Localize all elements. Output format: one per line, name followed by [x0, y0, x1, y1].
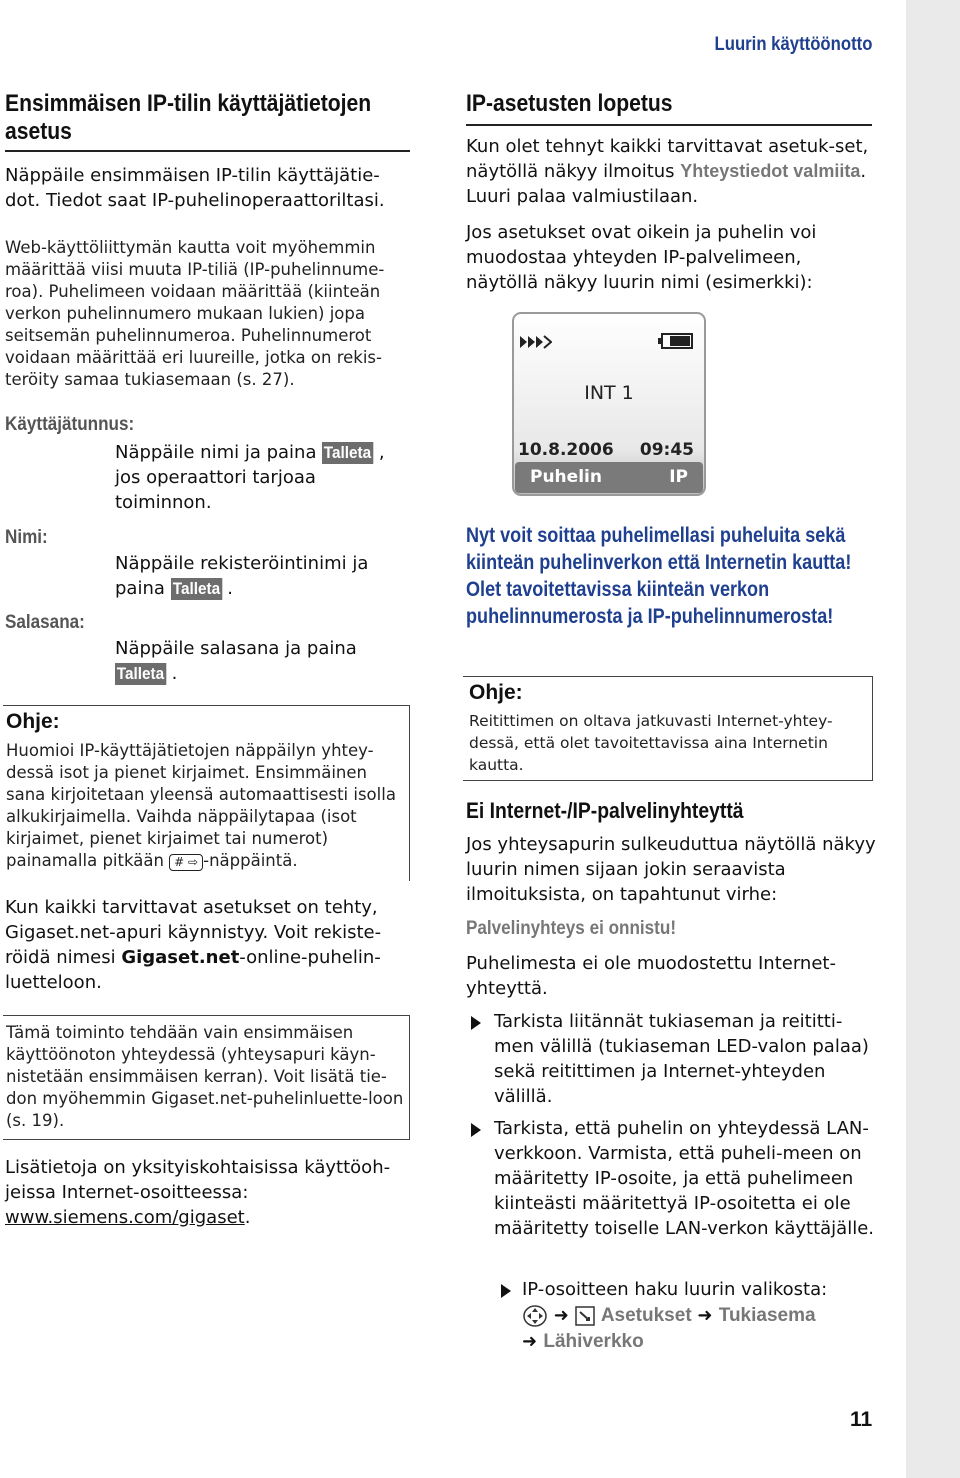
menu-item-settings: Asetukset	[600, 1305, 692, 1326]
info-paragraph: Web-käyttöliittymän kautta voit myöhemmin määrittää viisi muuta IP-tiliä (IP-puhelinnume-roa). Puhelimeen voidaan määrittää (kiinteän verkon puhelinnumero mukaan lukien) jopa seitsemän puhelinnumeroa. Puhelinnumerot voidaan määrittää eri luureille, jotka on rekis-teröity samaa tukiasemaan (s. 27).	[5, 238, 385, 389]
arrow-right-icon: ➜	[553, 1305, 576, 1326]
info-box-body: Tämä toiminto tehdään vain ensimmäisen käyttöönoton yhteydessä (yhteysapuri käyn-nistetään ensimmäisen kerran). Voit lisätä tie-don myöhemmin Gigaset.net-puhelinluette-loon (s. 19).	[6, 1023, 404, 1130]
menu-item-lan: Lähiverkko	[543, 1331, 644, 1352]
display-message: Yhteystiedot valmiita	[680, 161, 861, 181]
arrow-right-icon: ➜	[697, 1305, 719, 1326]
note-box-right	[463, 676, 873, 781]
field-label-password: Salasana:	[5, 612, 85, 633]
section-rule	[466, 124, 872, 126]
checklist-item: Tarkista liitännät tukiaseman ja reititti-men välillä (tukiaseman LED-valon palaa) sekä reitittimen ja Internet-yhteyden välillä.	[494, 1011, 869, 1107]
talleta-key: Talleta	[172, 579, 220, 598]
field-desc-username: Näppäile nimi ja paina Talleta , jos operaattori tarjoaa toiminnon.	[115, 442, 385, 513]
page-number: 11	[850, 1408, 873, 1431]
handset-name: INT 1	[584, 382, 634, 404]
note-body: Reitittimen on oltava jatkuvasti Internet-yhtey-dessä, että olet tavoitettavissa aina Internetin kautta.	[469, 712, 833, 774]
error-display-message: Palvelinyhteys ei onnistu!	[466, 918, 677, 939]
note-title: Ohje:	[6, 710, 60, 733]
talleta-key: Talleta	[116, 664, 165, 683]
menu-path	[522, 1303, 882, 1355]
siemens-link[interactable]: www.siemens.com/gigaset	[5, 1207, 245, 1228]
info-box-left	[3, 1015, 410, 1140]
battery-icon	[658, 332, 694, 350]
sub-checklist-item: IP-osoitteen haku luurin valikosta:	[522, 1279, 828, 1300]
note-title: Ohje:	[469, 681, 523, 704]
page-margin-strip	[906, 0, 960, 1478]
talleta-key: Talleta	[324, 443, 372, 462]
checklist-item: Tarkista, että puhelin on yhteydessä LAN-verkkoon. Varmista, että puheli-meen on määritetty IP-osoite, ja että puhelimeen kiinteästi määritettyä IP-osoitetta ei ole määritetty toiselle LAN-verkon käyttäjälle.	[494, 1118, 874, 1239]
success-condition-paragraph: Jos asetukset ovat oikein ja puhelin voi muodostaa yhteyden IP-palvelimeen, näytöllä näkyy luurin nimi (esimerkki):	[466, 222, 817, 293]
section-title-ip-account: Ensimmäisen IP-tilin käyttäjätietojen asetus	[5, 90, 372, 145]
note-body: Huomioi IP-käyttäjätietojen näppäilyn yhtey-dessä isot ja pienet kirjaimet. Ensimmäinen sana kirjoitetaan yleensä automaattisesti isolla alkukirjaimella. Vaihda näppäilytapaa (isot kirjaimet, pienet kirjaimet tai numerot) painamalla pitkään # ⇨ -näppäintä.	[6, 741, 396, 870]
menu-item-base: Tukiasema	[718, 1305, 816, 1326]
bullet-arrow-icon	[470, 1122, 482, 1138]
arrow-right-icon: ➜	[522, 1331, 544, 1352]
softkey-right[interactable]: IP	[669, 467, 688, 487]
running-header: Luurin käyttöönotto	[714, 34, 872, 55]
error-intro-paragraph: Jos yhteysapurin sulkeuduttua näytöllä näkyy luurin nimen sijaan jokin seraavista ilmoituksista, on tapahtunut virhe:	[466, 834, 876, 905]
intro-paragraph: Näppäile ensimmäisen IP-tilin käyttäjätie-dot. Tiedot saat IP-puhelinoperaattoriltasi.	[5, 165, 385, 211]
more-info-paragraph: Lisätietoja on yksityiskohtaisissa käyttöoh-jeissa Internet-osoitteessa: www.siemens.com/gigaset.	[5, 1157, 391, 1228]
field-desc-password: Näppäile salasana ja paina Talleta .	[115, 638, 357, 684]
wizard-paragraph: Kun kaikki tarvittavat asetukset on tehty, Gigaset.net-apuri käynnistyy. Voit rekiste-röidä nimesi Gigaset.net-online-puhelin-luetteloon.	[5, 897, 382, 993]
settings-menu-icon	[575, 1306, 595, 1326]
success-message: Nyt voit soittaa puhelimellasi puheluita sekä kiinteän puhelinverkon että Internetin kautta! Olet tavoitettavissa kiinteän verkon puhelinnumerosta ja IP-puhelinnumerosta!	[466, 524, 852, 628]
display-time: 09:45	[639, 440, 694, 460]
no-internet-paragraph: Puhelimesta ei ole muodostettu Internet-yhteyttä.	[466, 953, 836, 999]
hash-key-icon: # ⇨	[169, 854, 203, 871]
signal-strength-icon	[518, 334, 552, 350]
navigation-key-icon	[522, 1304, 548, 1328]
handset-display	[512, 312, 706, 496]
section-rule	[5, 150, 410, 152]
note-box-left	[3, 705, 410, 881]
field-desc-name: Näppäile rekisteröintinimi ja paina Talleta .	[115, 553, 369, 599]
bullet-arrow-icon	[500, 1283, 512, 1299]
finish-paragraph: Kun olet tehnyt kaikki tarvittavat asetuk-set, näytöllä näkyy ilmoitus Yhteystiedot valmiita. Luuri palaa valmiustilaan.	[466, 136, 869, 207]
section-title-ip-finish: IP-asetusten lopetus	[466, 90, 673, 117]
display-date: 10.8.2006	[518, 440, 614, 460]
bullet-arrow-icon	[470, 1015, 482, 1031]
field-label-name: Nimi:	[5, 527, 48, 548]
field-label-username: Käyttäjätunnus:	[5, 414, 135, 435]
section-title-no-connection: Ei Internet-/IP-palvelinyhteyttä	[466, 798, 744, 823]
softkey-left[interactable]: Puhelin	[530, 467, 602, 487]
